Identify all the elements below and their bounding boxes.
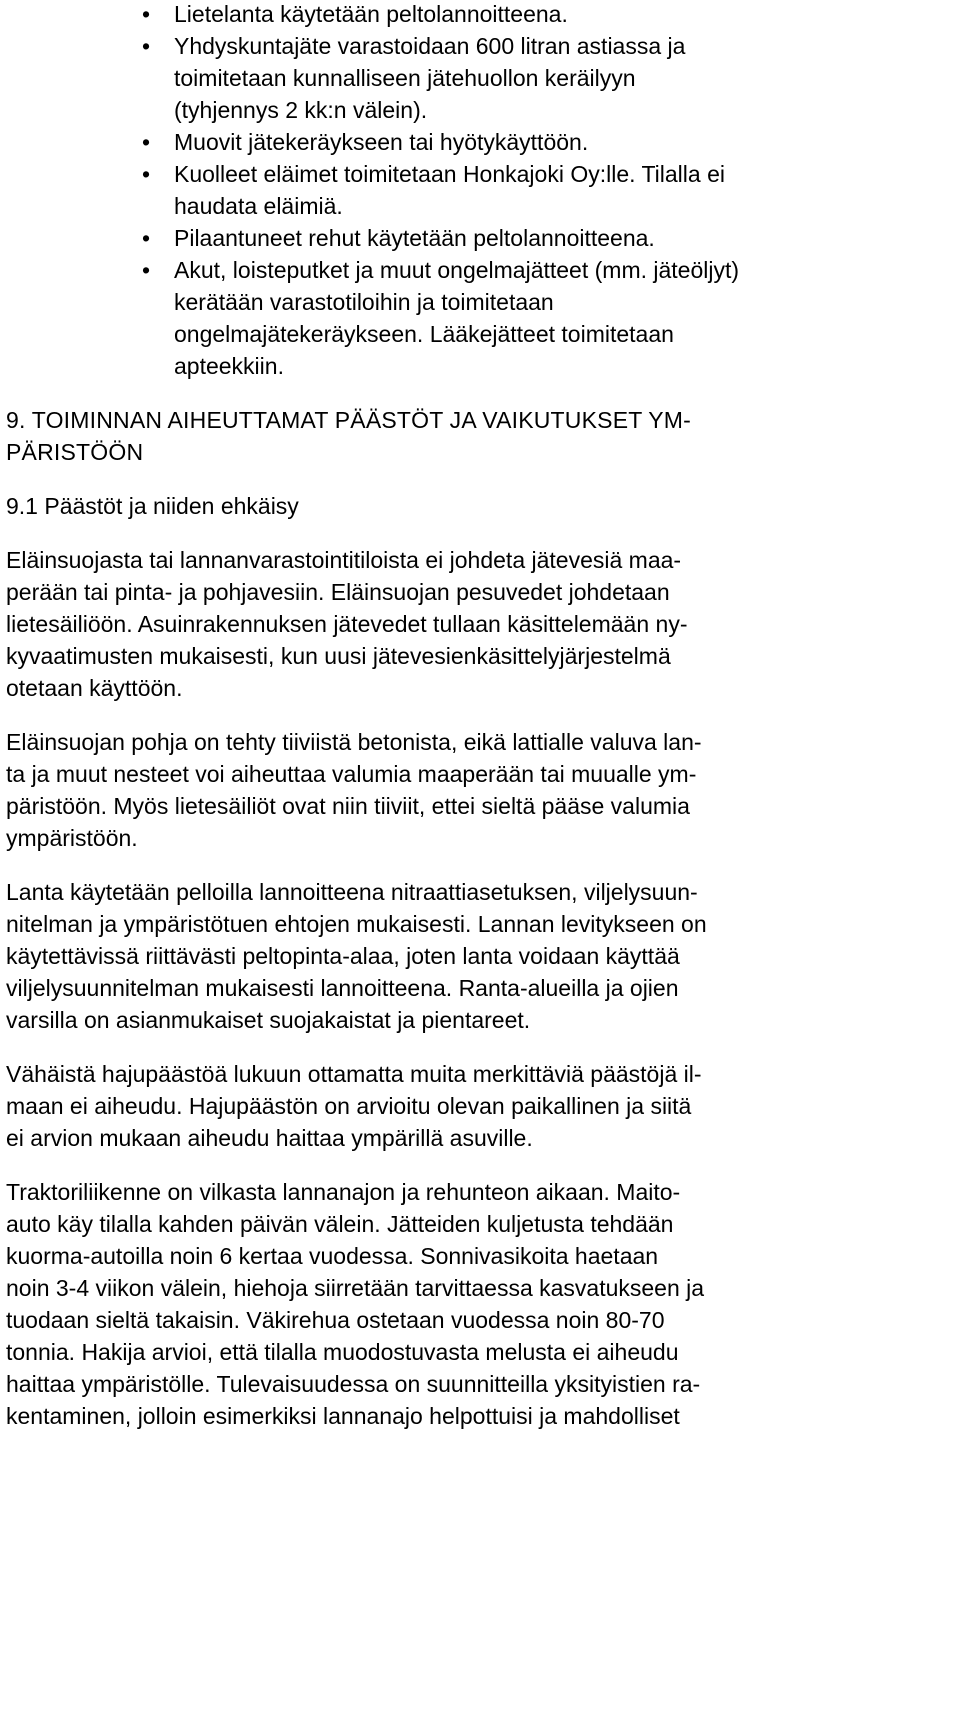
bullet-icon: • bbox=[141, 33, 151, 59]
list-item bbox=[6, 0, 874, 30]
list-item bbox=[6, 30, 874, 126]
section-heading: 9. TOIMINNAN AIHEUTTAMAT PÄÄSTÖT JA VAIKUTUKSET YM- PÄRISTÖÖN bbox=[6, 407, 692, 465]
list-item bbox=[6, 222, 874, 254]
list-item-text: Yhdyskuntajäte varastoidaan 600 litran astiassa ja toimitetaan kunnalliseen jätehuollon keräilyyn (tyhjennys 2 kk:n välein). bbox=[174, 33, 686, 123]
bullet-icon: • bbox=[141, 129, 151, 155]
paragraph-floor: Eläinsuojan pohja on tehty tiiviistä betonista, eikä lattialle valuva lan- ta ja muut nesteet voi aiheuttaa valumia maaperään tai muualle ym- päristöön. Myös lietesäiliöt ovat niin tiiviit, ettei sieltä pääse valumia ympäristöön. bbox=[6, 729, 702, 851]
paragraph-traffic: Traktoriliikenne on vilkasta lannanajon ja rehunteon aikaan. Maito- auto käy tilalla kahden päivän välein. Jätteiden kuljetusta tehdään kuorma-autoilla noin 6 kertaa vuodessa. Sonnivasikoita haetaan noin 3-4 viikon välein, hiehoja siirretään tarvittaessa kasvatukseen ja tuodaan sieltä takaisin. Väkirehua ostetaan vuodessa noin 80-70 tonnia. Hakija arvioi, että tilalla muodostuvasta melusta ei aiheudu haittaa ympäristölle. Tulevaisuudessa on suunnitteilla yksityistien ra- kentaminen, jolloin esimerkiksi lannanajo helpottuisi ja mahdolliset bbox=[6, 1179, 705, 1429]
bullet-icon: • bbox=[141, 1, 151, 27]
list-item-text: Pilaantuneet rehut käytetään peltolannoitteena. bbox=[174, 225, 655, 251]
paragraph-odour: Vähäistä hajupäästöä lukuun ottamatta muita merkittäviä päästöjä il- maan ei aiheudu. Hajupäästön on arvioitu olevan paikallinen ja siitä ei arvion mukaan aiheudu haittaa ympärillä asuville. bbox=[6, 1061, 702, 1151]
list-item bbox=[6, 158, 874, 222]
list-item-text: Akut, loisteputket ja muut ongelmajätteet (mm. jäteöljyt) kerätään varastotiloihin ja toimitetaan ongelmajätekeräykseen. Lääkejätteet toimitetaan apteekkiin. bbox=[174, 257, 740, 379]
subsection-heading: 9.1 Päästöt ja niiden ehkäisy bbox=[6, 493, 299, 519]
bullet-icon: • bbox=[141, 161, 151, 187]
list-item-text: Kuolleet eläimet toimitetaan Honkajoki Oy:lle. Tilalla ei haudata eläimiä. bbox=[174, 161, 725, 219]
list-item bbox=[6, 254, 874, 382]
list-item-text: Lietelanta käytetään peltolannoitteena. bbox=[174, 1, 568, 27]
bullet-icon: • bbox=[141, 225, 151, 251]
waste-handling-list bbox=[6, 0, 960, 382]
paragraph-wastewater: Eläinsuojasta tai lannanvarastointitiloista ei johdeta jätevesiä maa- perään tai pinta- ja pohjavesiin. Eläinsuojan pesuvedet johdetaan lietesäiliöön. Asuinrakennuksen jätevedet tullaan käsittelemään ny- kyvaatimusten mukaisesti, kun uusi jätevesienkäsittelyjärjestelmä otetaan käyttöön. bbox=[6, 547, 688, 701]
paragraph-manure: Lanta käytetään pelloilla lannoitteena nitraattiasetuksen, viljelysuun- nitelman ja ympäristötuen ehtojen mukaisesti. Lannan levitykseen on käytettävissä riittävästi peltopinta-alaa, joten lanta voidaan käyttää viljelysuunnitelman mukaisesti lannoitteena. Ranta-alueilla ja ojien varsilla on asianmukaiset suojakaistat ja pientareet. bbox=[6, 879, 707, 1033]
list-item-text: Muovit jätekeräykseen tai hyötykäyttöön. bbox=[174, 129, 589, 155]
list-item bbox=[6, 126, 874, 158]
bullet-icon: • bbox=[141, 257, 151, 283]
